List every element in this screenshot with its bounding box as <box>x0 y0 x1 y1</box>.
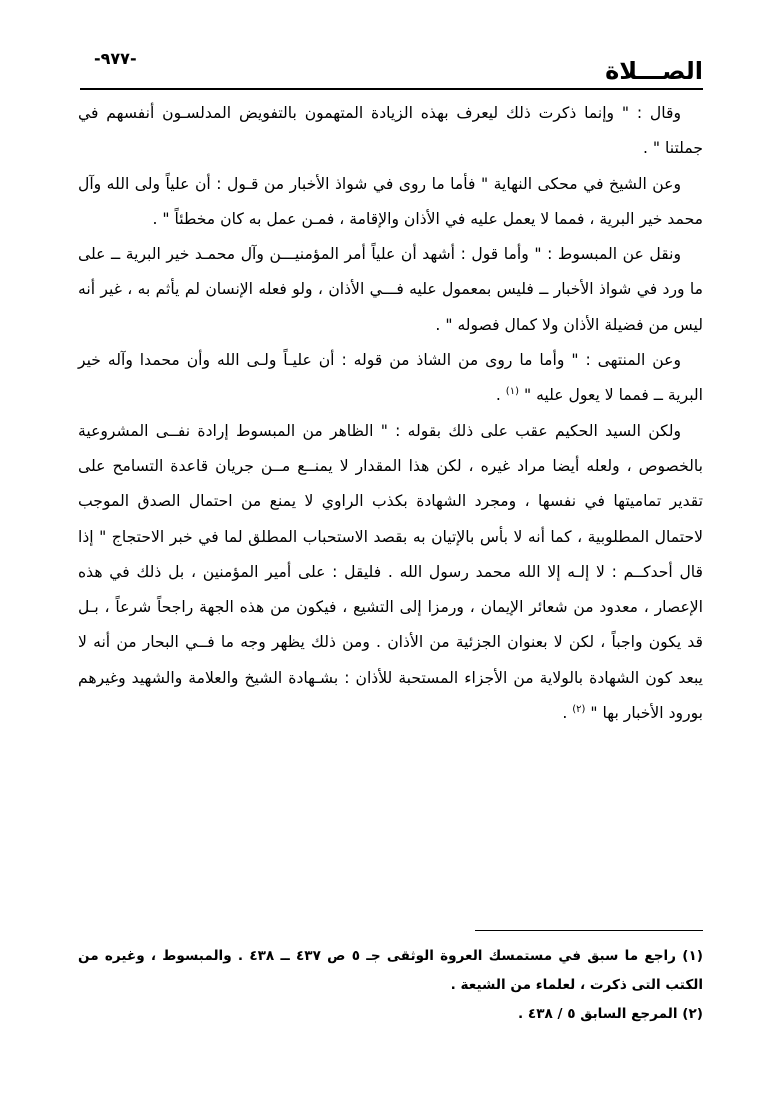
paragraph: وقال : " وإنما ذكرت ذلك ليعرف بهذه الزيادة المتهمون بالتفويض المدلسـون أنفسهم في جملتنا " . <box>78 104 703 158</box>
footnote-divider <box>475 930 703 931</box>
header-divider <box>80 88 703 90</box>
main-text <box>78 96 703 731</box>
footnote: (١) راجع ما سبق في مستمسك العروة الوثقى جـ ٥ ص ٤٣٧ ــ ٤٣٨ . والمبسوط ، وغيره من الكتب التى ذكرت ، لعلماء من الشيعة . <box>78 948 703 993</box>
footnotes <box>78 942 703 1029</box>
footnote-marker[interactable]: (١) <box>505 386 519 398</box>
paragraph <box>78 414 703 732</box>
chapter-title: الصـــلاة <box>605 57 703 85</box>
footnote: (٢) المرجع السابق ٥ / ٤٣٨ . <box>518 1006 703 1022</box>
paragraph-text: ولكن السيد الحكيم عقب على ذلك بقوله : " الظاهر من المبسوط إرادة نفــى المشروعية بالخصوص ، ولعله أيضا مراد غيره ، لكن هذا المقدار لا يمنــع مــن جريان قاعدة التسامح على تقدير تماميتها في نفسها ، ومجرد الشهادة بكذب الراوي لا يمنع من احتمال الصدق الموجب لاحتمال المطلوبية ، كما أنه لا بأس بالإتيان به بقصد الاستحباب المطلق لما في خبر الاحتجاج " إذا قال أحدكــم : لا إلـه إلا الله محمد رسول الله . فليقل : على أمير المؤمنين ، بل ذلك في هذه الإعصار ، معدود من شعائر الإيمان ، ورمزا إلى التشيع ، فيكون من هذه الجهة راجحاً شرعاً ، بـل قد يكون واجباً ، لكن لا بعنوان الجزئية من الأذان . ومن ذلك يظهر وجه ما فــي البحار من أنه لا يبعد كون الشهادة بالولاية من الأجزاء المستحبة للأذان : بشـهادة الشيخ والعلامة والشهيد وغيرهم بورود الأخبار بها " <box>78 421 703 723</box>
end-punctuation: . <box>562 704 573 723</box>
end-punctuation: . <box>495 386 506 405</box>
page-header <box>80 46 703 90</box>
paragraph: ونقل عن المبسوط : " وأما قول : أشهد أن علياً أمر المؤمنيـــن وآل محمـد خير البرية ــ على ما ورد في شواذ الأخبار ــ فليس بمعمول عليه فـــي الأذان ، ولو فعله الإنسان لم يأثم به ، غير أنه ليس من فضيلة الأذان ولا كمال فصوله " . <box>78 245 703 334</box>
paragraph <box>78 343 703 414</box>
paragraph-text: وعن المنتهى : " وأما ما روى من الشاذ من قوله : أن عليـاً ولـى الله وأن محمدا وآله خير البرية ــ فمما لا يعول عليه " <box>78 351 703 405</box>
page-number: -٩٧٧- <box>94 49 137 68</box>
paragraph: وعن الشيخ في محكى النهاية " فأما ما روى في شواذ الأخبار من قـول : أن علياً ولى الله وآل محمد خير البرية ، فمما لا يعمل عليه في الأذان والإقامة ، فمـن عمل به كان مخطئاً " . <box>78 174 703 228</box>
footnote-marker[interactable]: (٢) <box>572 703 586 715</box>
